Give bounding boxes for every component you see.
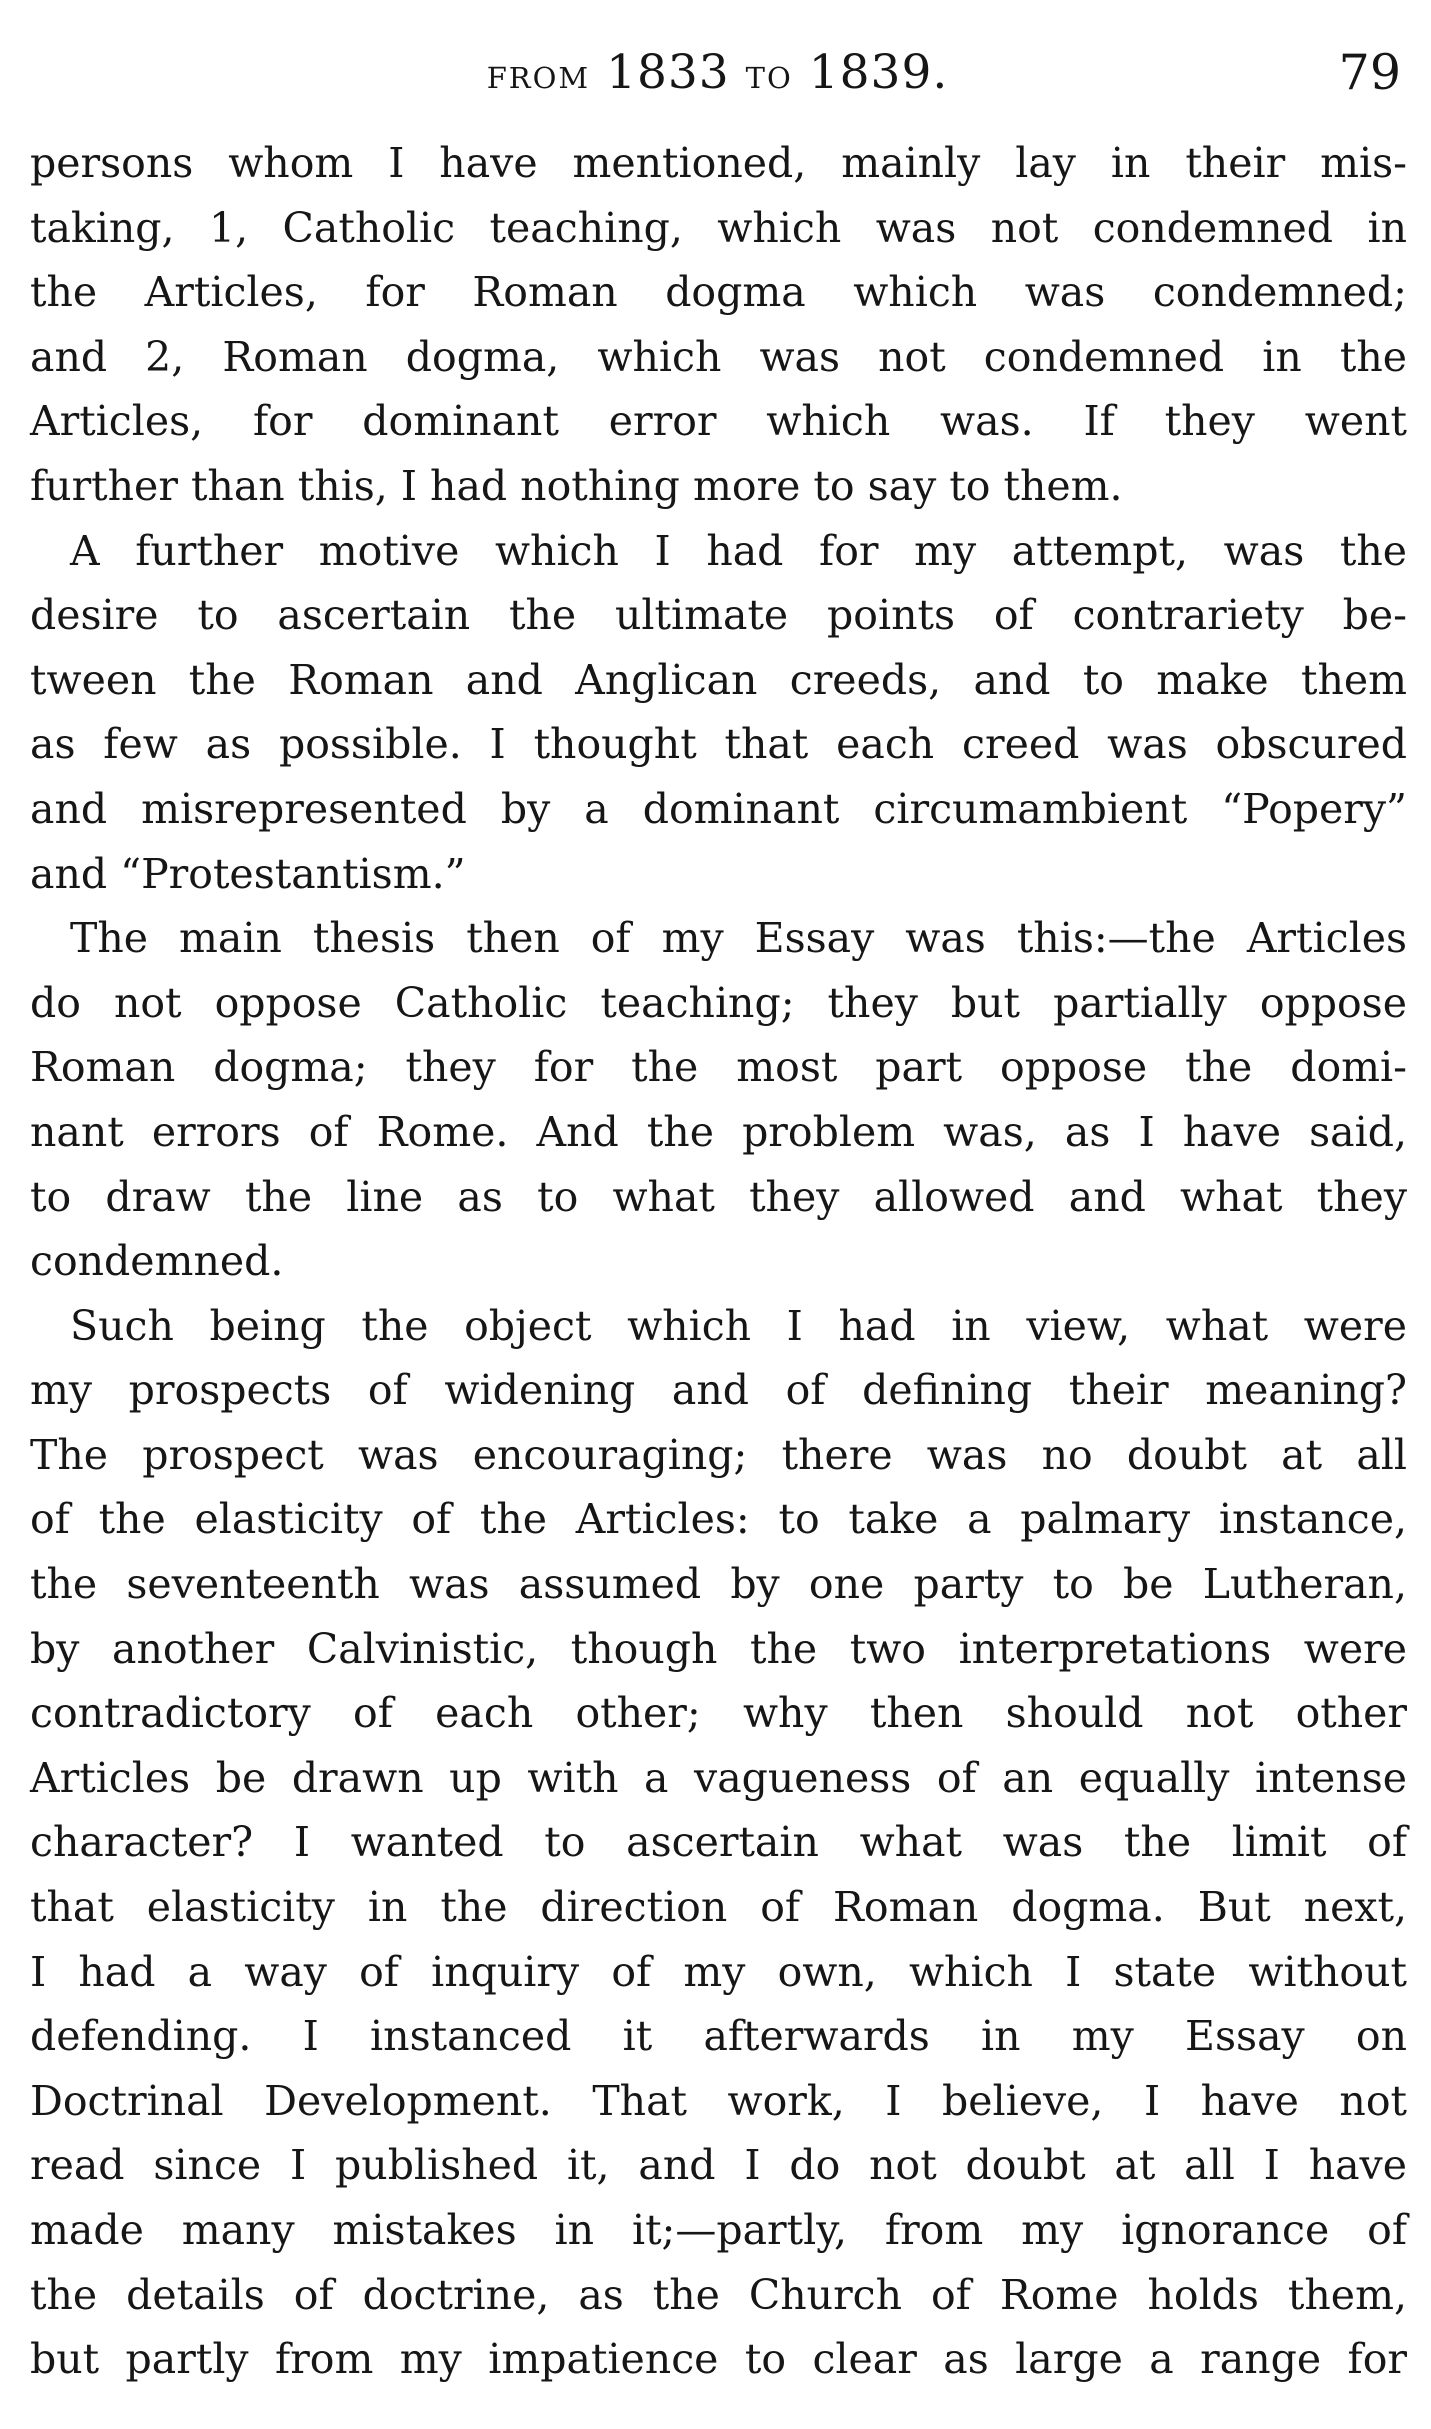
paragraph-start-line: The main thesis then of my Essay was this:—the Articles [70,914,1407,963]
page-number: 79 [1338,44,1401,101]
running-title-year-end: 1839. [808,45,949,100]
text-line: condemned. [30,1237,284,1286]
body-text [30,131,1407,2392]
text-line: and 2, Roman dogma, which was not condemned in the [30,332,1407,381]
text-line: that elasticity in the direction of Roman dogma. But next, [30,1883,1407,1932]
running-title [30,28,1405,119]
text-line: taking, 1, Catholic teaching, which was not condemned in [30,203,1407,252]
text-line: defending. I instanced it afterwards in my Essay on [30,2012,1407,2061]
text-line: further than this, I had nothing more to say to them. [30,461,1123,510]
text-line: my prospects of widening and of defining their meaning? [30,1366,1407,1415]
text-line: made many mistakes in it;—partly, from my ignorance of [30,2206,1407,2254]
running-title-year-start: 1833 [606,45,730,100]
text-line: do not oppose Catholic teaching; they but partially oppose [30,978,1407,1027]
text-line: Doctrinal Development. That work, I believe, I have not [30,2076,1407,2125]
text-line: by another Calvinistic, though the two interpretations were [30,1624,1407,1673]
text-line: the seventeenth was assumed by one party to be Lutheran, [30,1560,1407,1609]
text-line: character? I wanted to ascertain what was the limit of [30,1818,1407,1867]
text-line: and “Protestantism.” [30,849,466,898]
text-line: and misrepresented by a dominant circumambient “Popery” [30,784,1407,833]
page-header [30,28,1405,118]
text-line: as few as possible. I thought that each creed was obscured [30,720,1407,769]
text-line: to draw the line as to what they allowed and what they [30,1172,1407,1221]
paragraph-start-line: Such being the object which I had in view, what were [70,1301,1407,1350]
text-line: but partly from my impatience to clear as large a range for [30,2335,1407,2384]
text-line: the Articles, for Roman dogma which was condemned; [30,268,1407,317]
text-line: read since I published it, and I do not doubt at all I have [30,2141,1407,2190]
text-line: Roman dogma; they for the most part oppose the domi- [30,1043,1407,1092]
text-line: the details of doctrine, as the Church of Rome holds them, [30,2270,1407,2319]
text-line: contradictory of each other; why then should not other [30,1689,1407,1738]
text-line: Articles be drawn up with a vagueness of an equally intense [30,1753,1407,1802]
text-line: The prospect was encouraging; there was no doubt at all [30,1430,1407,1479]
text-line: nant errors of Rome. And the problem was, as I have said, [30,1107,1407,1156]
text-line: persons whom I have mentioned, mainly lay in their mis- [30,139,1407,187]
text-line: I had a way of inquiry of my own, which I state without [30,1947,1407,1996]
text-line: of the elasticity of the Articles: to take a palmary instance, [30,1495,1407,1544]
running-title-from: from [486,49,591,98]
text-line: tween the Roman and Anglican creeds, and to make them [30,655,1407,704]
running-title-to: to [745,49,793,98]
text-line: desire to ascertain the ultimate points of contrariety be- [30,591,1407,640]
paragraph-start-line: A further motive which I had for my attempt, was the [70,526,1407,575]
text-line: Articles, for dominant error which was. If they went [30,397,1407,446]
